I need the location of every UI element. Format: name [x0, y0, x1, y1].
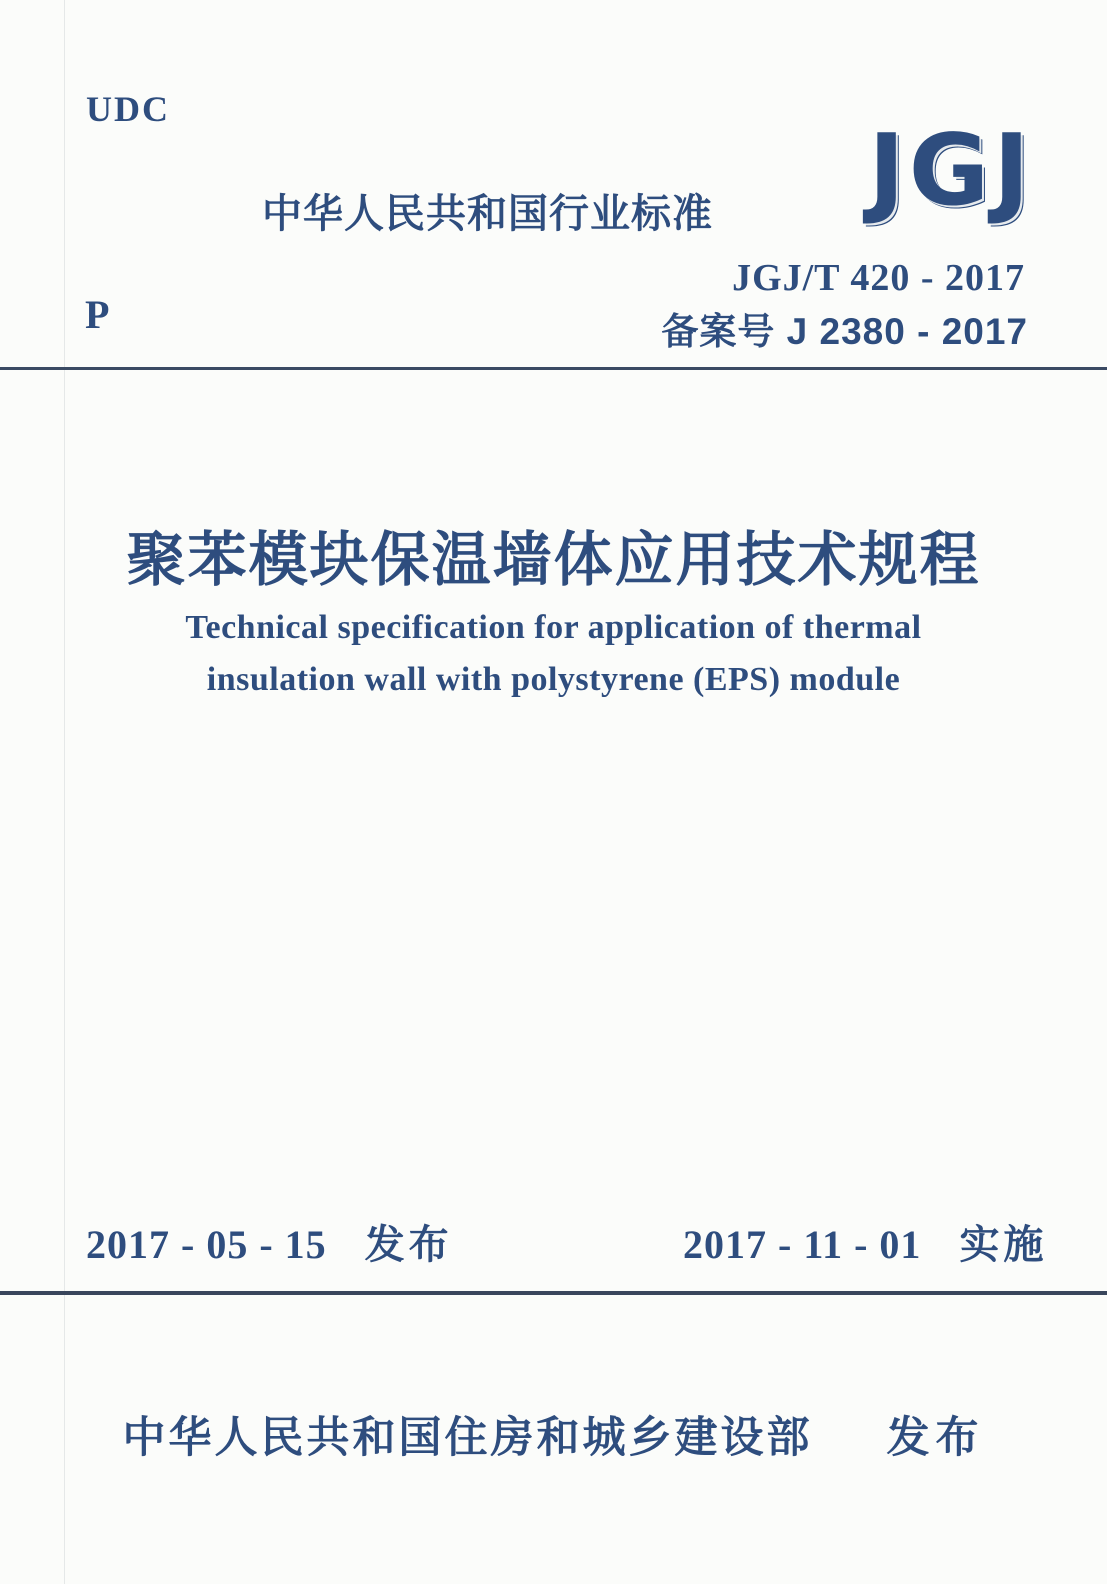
implement-date: 2017 - 11 - 01 — [683, 1222, 922, 1267]
top-rule — [0, 367, 1107, 370]
implement-label: 实施 — [959, 1223, 1048, 1267]
publisher-row — [0, 1404, 1107, 1465]
classification-code: P — [85, 292, 110, 337]
record-number: 备案号 J 2380 - 2017 — [661, 311, 1028, 352]
subtitle-en-line2: insulation wall with polystyrene (EPS) module — [206, 661, 901, 698]
udc-label: UDC — [86, 89, 170, 129]
header-title: 中华人民共和国行业标准 — [262, 192, 713, 236]
issue-date-group — [86, 1213, 453, 1270]
issue-label: 发布 — [364, 1223, 453, 1267]
scan-artifact-line — [64, 0, 65, 1584]
implement-date-group — [683, 1213, 1047, 1270]
main-title-cn: 聚苯模块保温墙体应用技术规程 — [126, 527, 981, 593]
subtitle-en-line1: Technical specification for application of thermal — [185, 609, 922, 646]
bottom-rule — [0, 1291, 1107, 1295]
jgj-logo: JGJ — [868, 114, 1034, 228]
publisher-action-label: 发布 — [886, 1414, 985, 1462]
publisher-name: 中华人民共和国住房和城乡建设部 — [122, 1414, 813, 1462]
issue-date: 2017 - 05 - 15 — [86, 1222, 327, 1267]
standard-number: JGJ/T 420 - 2017 — [732, 257, 1025, 299]
